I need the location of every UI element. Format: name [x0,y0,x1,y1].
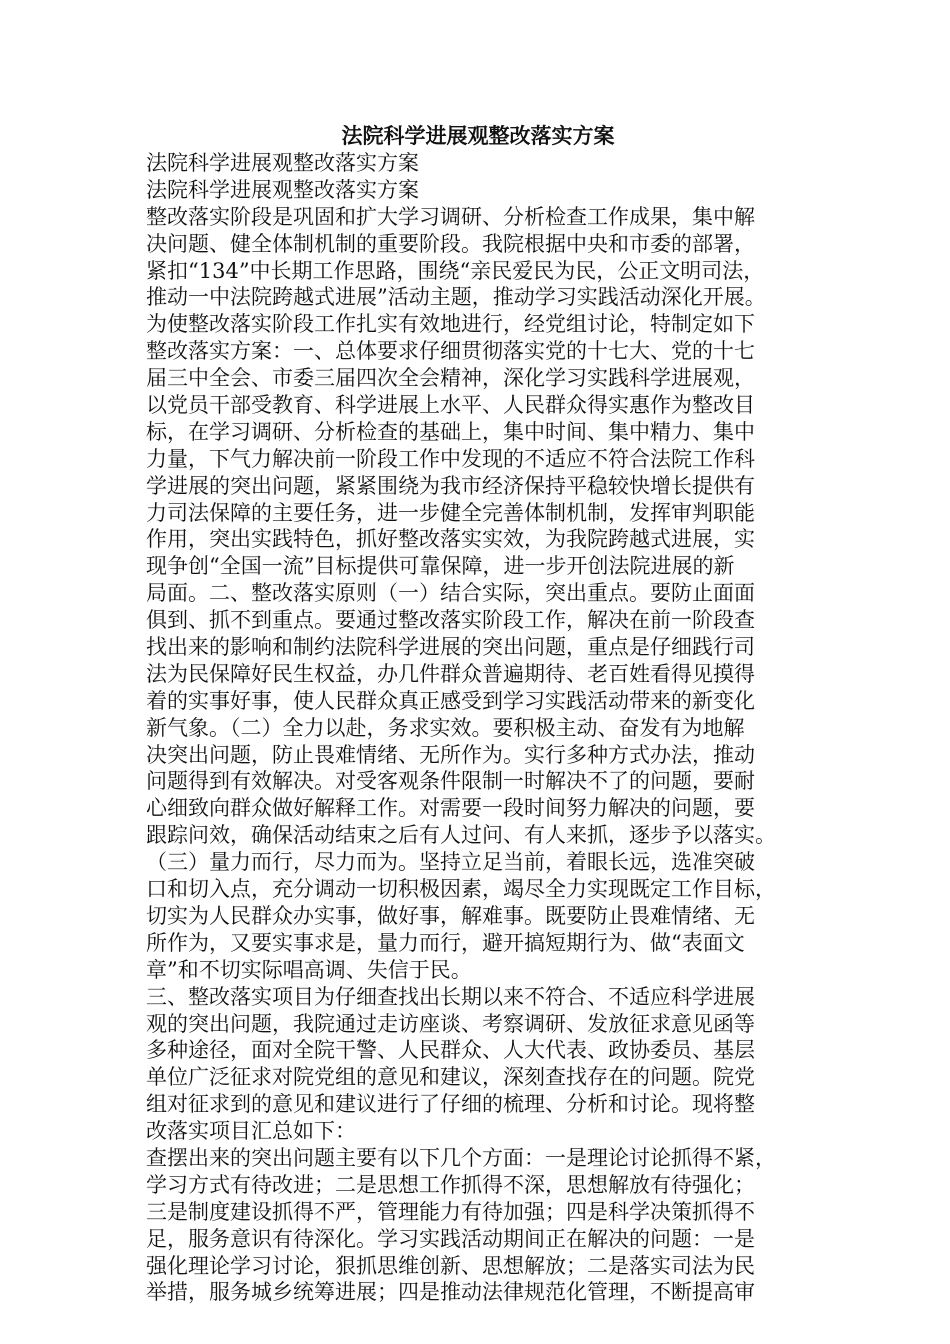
text-line: 所作为，又要实事求是，量力而行，避开搞短期行为、做“表面文 [146,930,745,955]
text-line: 标，在学习调研、分析检查的基础上，集中时间、集中精力、集中 [146,419,755,444]
text-line: 跟踪问效，确保活动结束之后有人过问、有人来抓，逐步予以落实。 [146,823,776,848]
text-line: 足，服务意识有待深化。学习实践活动期间正在解决的问题：一是 [146,1226,755,1251]
text-line: 届三中全会、市委三届四次全会精神，深化学习实践科学进展观， [146,366,755,391]
text-line: 力量，下气力解决前一阶段工作中发现的不适应不符合法院工作科 [146,446,755,471]
text-line: 多种途径，面对全院干警、人民群众、人大代表、政协委员、基层 [146,1038,755,1063]
text-line: 法院科学进展观整改落实方案 [146,177,419,202]
text-line: 整改落实阶段是巩固和扩大学习调研、分析检查工作成果，集中解 [146,204,755,229]
text-line: 力司法保障的主要任务，进一步健全完善体制机制，发挥审判职能 [146,500,755,525]
text-line: 口和切入点，充分调动一切积极因素，竭尽全力实现既定工作目标， [146,877,776,902]
text-line: 法院科学进展观整改落实方案 [146,151,419,175]
text-line: 紧扣“134”中长期工作思路，围绕“亲民爱民为民，公正文明司法， [146,258,765,283]
text-line: 以党员干部受教育、科学进展上水平、人民群众得实惠作为整改目 [146,393,755,418]
text-line: 决突出问题，防止畏难情绪、无所作为。实行多种方式办法，推动 [146,742,755,767]
text-line: 法为民保障好民生权益，办几件群众普遍期待、老百姓看得见摸得 [146,661,755,686]
text-line: 决问题、健全体制机制的重要阶段。我院根据中央和市委的部署， [146,231,755,256]
text-line: 查摆出来的突出问题主要有以下几个方面：一是理论讨论抓得不紧， [146,1145,776,1170]
text-line: 切实为人民群众办实事，做好事，解难事。既要防止畏难情绪、无 [146,903,755,928]
text-line: 举措，服务城乡统筹进展；四是推动法律规范化管理，不断提高审 [146,1280,755,1305]
text-line: 推动一中法院跨越式进展”活动主题，推动学习实践活动深化开展。 [146,285,766,310]
text-line: 三是制度建设抓得不严，管理能力有待加强；四是科学决策抓得不 [146,1199,755,1224]
text-line: 改落实项目汇总如下： [146,1119,356,1144]
text-line: 心细致向群众做好解释工作。对需要一段时间努力解决的问题，要 [146,796,755,821]
text-line: 单位广泛征求对院党组的意见和建议，深刻查找存在的问题。院党 [146,1065,755,1090]
text-line: 俱到、抓不到重点。要通过整改落实阶段工作，解决在前一阶段查 [146,608,755,633]
text-line: 找出来的影响和制约法院科学进展的突出问题，重点是仔细践行司 [146,635,755,660]
document-page [146,122,810,1306]
document-body [146,150,810,1306]
text-line: 为使整改落实阶段工作扎实有效地进行，经党组讨论，特制定如下 [146,312,755,337]
text-line: （三）量力而行，尽力而为。坚持立足当前，着眼长远，选准突破 [146,850,755,875]
text-line: 章”和不切实际唱高调、失信于民。 [146,957,472,982]
text-line: 三、整改落实项目为仔细查找出长期以来不符合、不适应科学进展 [146,984,755,1009]
text-line: 组对征求到的意见和建议进行了仔细的梳理、分析和讨论。现将整 [146,1092,755,1117]
text-line: 新气象。（二）全力以赴，务求实效。要积极主动、奋发有为地解 [146,715,745,740]
text-line: 着的实事好事，使人民群众真正感受到学习实践活动带来的新变化 [146,688,755,713]
text-line: 局面。二、整改落实原则（一）结合实际，突出重点。要防止面面 [146,581,755,606]
text-line: 作用，突出实践特色，抓好整改落实实效，为我院跨越式进展，实 [146,527,755,552]
text-line: 观的突出问题，我院通过走访座谈、考察调研、发放征求意见函等 [146,1011,755,1036]
text-line: 问题得到有效解决。对受客观条件限制一时解决不了的问题，要耐 [146,769,755,794]
document-title: 法院科学进展观整改落实方案 [341,123,615,148]
text-line: 学习方式有待改进；二是思想工作抓得不深，思想解放有待强化； [146,1172,755,1197]
text-line: 强化理论学习讨论，狠抓思维创新、思想解放；二是落实司法为民 [146,1253,755,1278]
text-line: 学进展的突出问题，紧紧围绕为我市经济保持平稳较快增长提供有 [146,473,755,498]
text-line: 现争创“全国一流”目标提供可靠保障，进一步开创法院进展的新 [146,554,735,579]
text-line: 整改落实方案：一、总体要求仔细贯彻落实党的十七大、党的十七 [146,339,755,364]
